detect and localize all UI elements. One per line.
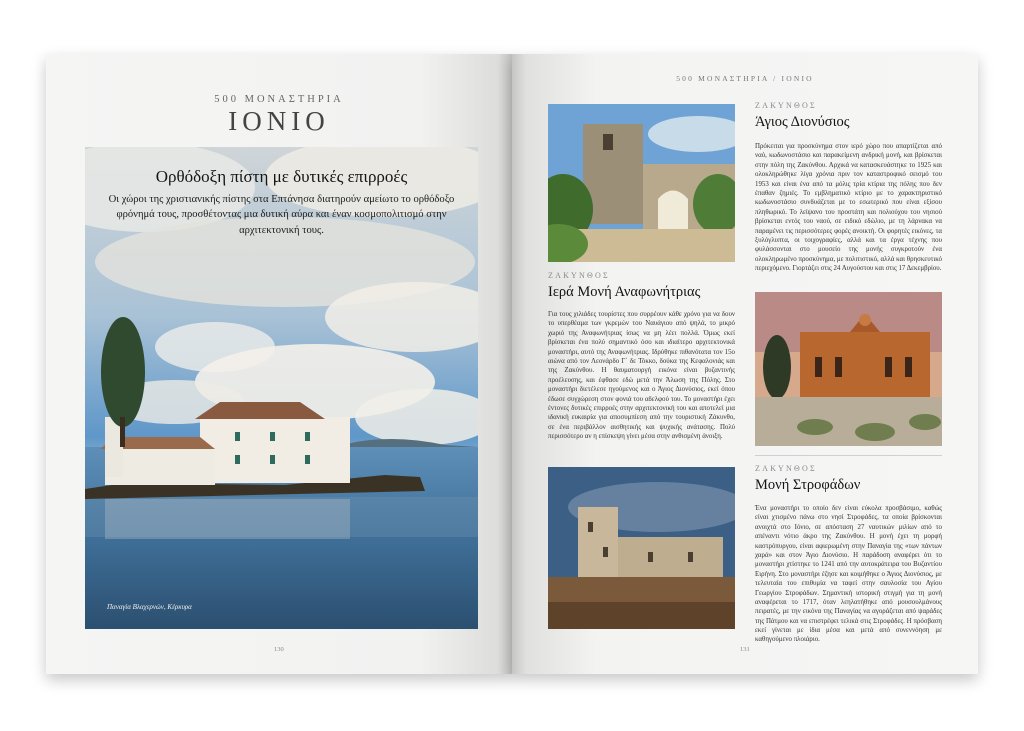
photo-anafonitria (548, 104, 735, 262)
running-header: 500 ΜΟΝΑΣΤΗΡΙΑ / ΙΟΝΙΟ (676, 74, 814, 83)
article-title-strofades: Μονή Στροφάδων (755, 477, 861, 493)
hero-subheadline: Οι χώροι της χριστιανικής πίστης στα Επτάνησα διατηρούν αμείωτο το ορθόδοξο φρόνημά τους, προσθέτοντας μια δυτική αύρα και έναν κοσμοπολιτισμό στην αρχιτεκτονική τους. (108, 194, 455, 236)
page-number-left: 130 (274, 646, 284, 653)
article-body-strofades: Ένα μοναστήρι το οποίο δεν είναι εύκολα προσβάσιμο, καθώς είναι χτισμένο πάνω στο νησί Στροφάδες, τα οποία βρίσκονται ανοιχτά στο Ιόνιο, σε απόσταση 27 ναυτικών μιλίων από το απέναντι νότιο άκρο της Ζακύνθου. Η μονή έχει τη μορφή καστρόπυργου, είναι αφιερωμένη στην Παναγία της «των πάντων χαρά» και στον Άγιο Διονύσιο. Η παράδοση αναφέρει ότι το μοναστήρι χτίστηκε το 1241 από την αυτοκράτειρα του Βυζαντίου Ειρήνη. Στο μοναστήρι έζησε και κοιμήθηκε ο Άγιος Διονύσιος, με τελευταία του επιθυμία να ταφεί στην σαυλοσία του Αγίου Γεωργίου Στροφάδων. Σημαντική ιστορική στιγμή για τη μονή αναφέρεται το 1717, όταν λεηλατήθηκε από μουσουλμάνους πειρατές, με την εικόνα της Παναγίας να αγοράζεται από ψαράδες της Πάτμου και να επιστρέφει τελικά στις Στροφάδες. Η πρόσβαση εκεί γίνεται με ίδια μέσα και μετά από συνεννόηση με καθηγούμενο πλοιάριο. (755, 505, 942, 644)
article-title-agios-dionysios: Άγιος Διονύσιος (755, 114, 850, 130)
article-body-anafonitria: Για τους χιλιάδες τουρίστες που συρρέουν κάθε χρόνο για να δουν το υπερθέαμα των γκρεμών του Ναυάγιου από ψηλά, το μικρό χωριό της Αναφωνήτριας ίσως να μη λέει πολλά. Όμως εκεί βρίσκεται ένα πολύ σημαντικό όσο και ιδιαίτερο αρχιτεκτονικά μοναστήρι, αυτό της Αναφωνήτριας. Ιδρύθηκε πιθανότατα τον 15ο αιώνα από τον Λεονάρδο Γ΄ δε Τόκκο, δούκα της Κεφαλονιάς και της Ζακύνθου. Η θαυματουργή εικόνα είναι βυζαντινής προέλευσης, και έφθασε εδώ μετά την Άλωση της Πόλης. Στο μοναστήρι διετέλεσε ηγούμενος και ο Άγιος Διονύσιος, εκεί όπου έδωσε συγχώρεση στον φονιά του αδελφού του. Το μοναστήρι έχει έντονες δυτικές επιρροές στην αρχιτεκτονική του και αποτελεί μια ιδανική ευκαιρία για αποσυμπίεση από την τουριστική Ζάκυνθο, σε ένα περιβάλλον αισθητικής και ψυχικής ανάτασης. Πολύ περισσότερο αν η επίσκεψη γίνει μέσα στην ανθισμένη άνοιξη. (548, 311, 735, 441)
article-title-anafonitria: Ιερά Μονή Αναφωνήτριας (548, 284, 701, 300)
page-number-right: 131 (740, 646, 750, 653)
magazine-spread (46, 54, 978, 674)
region-label: ΖΑΚΥΝΘΟΣ (755, 464, 817, 473)
region-label: ΖΑΚΥΝΘΟΣ (548, 271, 610, 280)
series-kicker: 500 ΜΟΝΑΣΤΗΡΙΑ (214, 94, 344, 105)
article-body-agios-dionysios: Πρόκειται για προσκύνημα στον ιερό χώρο που απαρτίζεται από ναό, κωδωνοστάσιο και παρακείμενη ανδρική μονή, και βρίσκεται στην πόλη της Ζακύνθου. Αρχικά να κατασκευάστηκε το 1925 και ολοκληρώθηκε λίγα χρόνια πριν τον καταστροφικό σεισμό του 1953 και είναι ένα από τα μόλις τρία κτίρια της πόλης που δεν έπαθαν ζημιές. Το εμβληματικό κτίριο με το χαρακτηριστικό κωδωνοστάσιο συνδυάζεται με το εσωτερικό που είναι εξίσου πληθωρικό. Το λείψανο του προστάτη και πολιούχου του νησιού βρίσκεται εντός του ναού, σε ειδικό εδώλιο, με τη λάρνακα να παραμένει τις περισσότερες φορές ανοικτή. Οι φορητές εικόνες, τα ξυλόγλυπτα, οι τοιχογραφίες, αλλά και τα έργα τέχνης που φυλάσσονται στο μουσείο της μονής συγκροτούν ένα ολοκληρωμένο προσκύνημα, με πολιτιστικό, αλλά και θρησκευτικό περιεχόμενο. Γιορτάζει στις 24 Αυγούστου και στις 17 Δεκεμβρίου. (755, 143, 942, 273)
spine-gutter (498, 54, 526, 674)
divider (755, 455, 942, 456)
photo-agios-dionysios (755, 292, 942, 446)
right-page (512, 54, 978, 674)
photo-caption: Παναγία Βλαχερνών, Κέρκυρα (107, 603, 192, 611)
section-title: ΙΟΝΙΟ (228, 106, 330, 136)
region-label: ΖΑΚΥΝΘΟΣ (755, 101, 817, 110)
hero-headline: Ορθόδοξη πίστη με δυτικές επιρροές (155, 167, 408, 186)
hero-photo-vlacherna (85, 147, 478, 629)
photo-strofades (548, 467, 735, 629)
left-page (46, 54, 512, 674)
